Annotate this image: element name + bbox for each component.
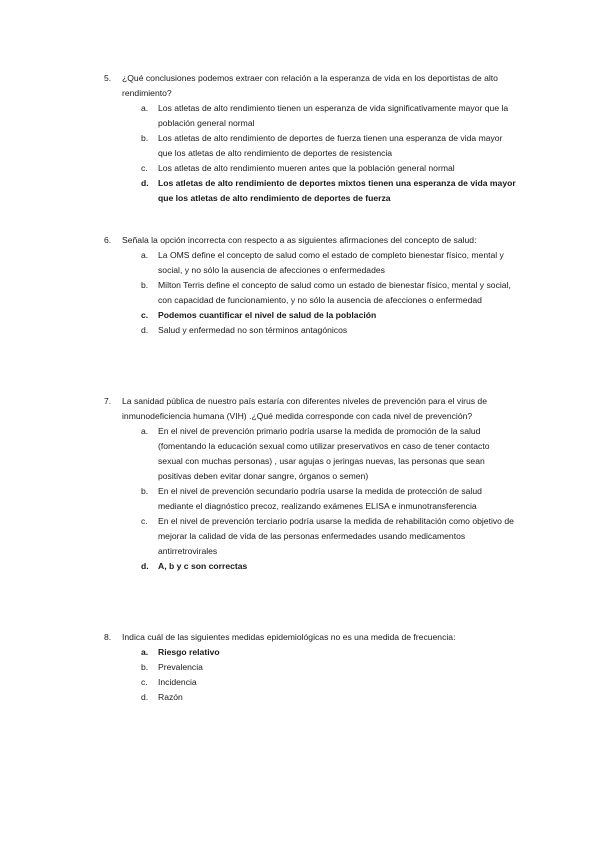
option-d-correct — [0, 559, 600, 574]
question-stem — [0, 71, 600, 101]
option-letter: c. — [141, 163, 148, 173]
question-7 — [0, 394, 600, 574]
option-letter: d. — [141, 692, 149, 702]
option-text: En el nivel de prevención secundario podría usarse la medida de protección de salud mediante el diagnóstico precoz, realizando exámenes ELISA e inmunotransferencia — [158, 486, 482, 511]
question-5 — [0, 71, 600, 206]
option-letter: c. — [141, 516, 148, 526]
option-letter: b. — [141, 662, 149, 672]
option-c — [0, 514, 600, 559]
question-6 — [0, 233, 600, 338]
option-b — [0, 660, 600, 675]
option-c-correct — [0, 308, 600, 323]
option-b — [0, 278, 600, 308]
option-c — [0, 675, 600, 690]
option-text: Incidencia — [158, 677, 197, 687]
option-a-correct — [0, 645, 600, 660]
option-letter: d. — [141, 325, 149, 335]
options-list — [0, 101, 600, 206]
question-number: 8. — [104, 632, 112, 642]
option-c — [0, 161, 600, 176]
option-text: Los atletas de alto rendimiento de deportes de fuerza tienen una esperanza de vida mayor que los atletas de alto rendimiento de deportes de resistencia — [158, 133, 503, 158]
option-letter: d. — [141, 561, 149, 571]
option-text: Riesgo relativo — [158, 647, 220, 657]
question-text: ¿Qué conclusiones podemos extraer con relación a la esperanza de vida en los deportistas de alto rendimiento? — [122, 73, 498, 98]
question-number: 6. — [104, 235, 112, 245]
option-text: Los atletas de alto rendimiento tienen un esperanza de vida significativamente mayor que la población general normal — [158, 103, 509, 128]
option-text: Prevalencia — [158, 662, 203, 672]
option-text: Podemos cuantificar el nivel de salud de la población — [158, 310, 377, 320]
options-list — [0, 424, 600, 574]
option-letter: a. — [141, 647, 149, 657]
option-d-correct — [0, 176, 600, 206]
option-letter: b. — [141, 133, 149, 143]
question-stem — [0, 630, 600, 645]
option-text: Los atletas de alto rendimiento de deportes mixtos tienen una esperanza de vida mayor que los atletas de alto rendimiento de deportes de fuerza — [158, 178, 516, 203]
option-b — [0, 131, 600, 161]
option-letter: b. — [141, 280, 149, 290]
option-letter: b. — [141, 486, 149, 496]
option-a — [0, 248, 600, 278]
option-b — [0, 484, 600, 514]
question-number: 5. — [104, 73, 112, 83]
option-letter: c. — [141, 677, 148, 687]
option-letter: d. — [141, 178, 149, 188]
option-letter: a. — [141, 426, 149, 436]
option-a — [0, 424, 600, 484]
question-text: La sanidad pública de nuestro país estaría con diferentes niveles de prevención para el virus de inmunodeficiencia humana (VIH) .¿Qué medida corresponde con cada nivel de prevención? — [122, 396, 487, 421]
options-list — [0, 248, 600, 338]
option-text: Salud y enfermedad no son términos antagónicos — [158, 325, 348, 335]
option-letter: a. — [141, 250, 149, 260]
option-text: La OMS define el concepto de salud como el estado de completo bienestar físico, mental y social, y no sólo la ausencia de afecciones o enfermedades — [158, 250, 504, 275]
option-letter: a. — [141, 103, 149, 113]
option-text: Milton Terris define el concepto de salud como un estado de bienestar físico, mental y social, con capacidad de funcionamiento, y no sólo la ausencia de afecciones o enfermedad — [158, 280, 511, 305]
option-text: En el nivel de prevención primario podría usarse la medida de promoción de la salud (fomentando la educación sexual como utilizar preservativos en caso de tener contacto sexual con muchas personas) , usar agujas o jeringas nuevas, las personas que sean positivas deben evitar donar sangre, órganos o semen) — [158, 426, 490, 481]
question-stem — [0, 394, 600, 424]
option-text: Razón — [158, 692, 183, 702]
option-d — [0, 323, 600, 338]
question-text: Indica cuál de las siguientes medidas epidemiológicas no es una medida de frecuencia: — [122, 632, 456, 642]
option-a — [0, 101, 600, 131]
question-stem — [0, 233, 600, 248]
option-text: En el nivel de prevención terciario podría usarse la medida de rehabilitación como objetivo de mejorar la calidad de vida de las personas enfermedades usando medicamentos antirretrovirales — [158, 516, 514, 556]
option-text: A, b y c son correctas — [158, 561, 248, 571]
question-text: Señala la opción incorrecta con respecto a as siguientes afirmaciones del concepto de salud: — [122, 235, 477, 245]
option-d — [0, 690, 600, 705]
question-number: 7. — [104, 396, 112, 406]
option-letter: c. — [141, 310, 149, 320]
option-text: Los atletas de alto rendimiento mueren antes que la población general normal — [158, 163, 455, 173]
question-8 — [0, 630, 600, 705]
options-list — [0, 645, 600, 705]
